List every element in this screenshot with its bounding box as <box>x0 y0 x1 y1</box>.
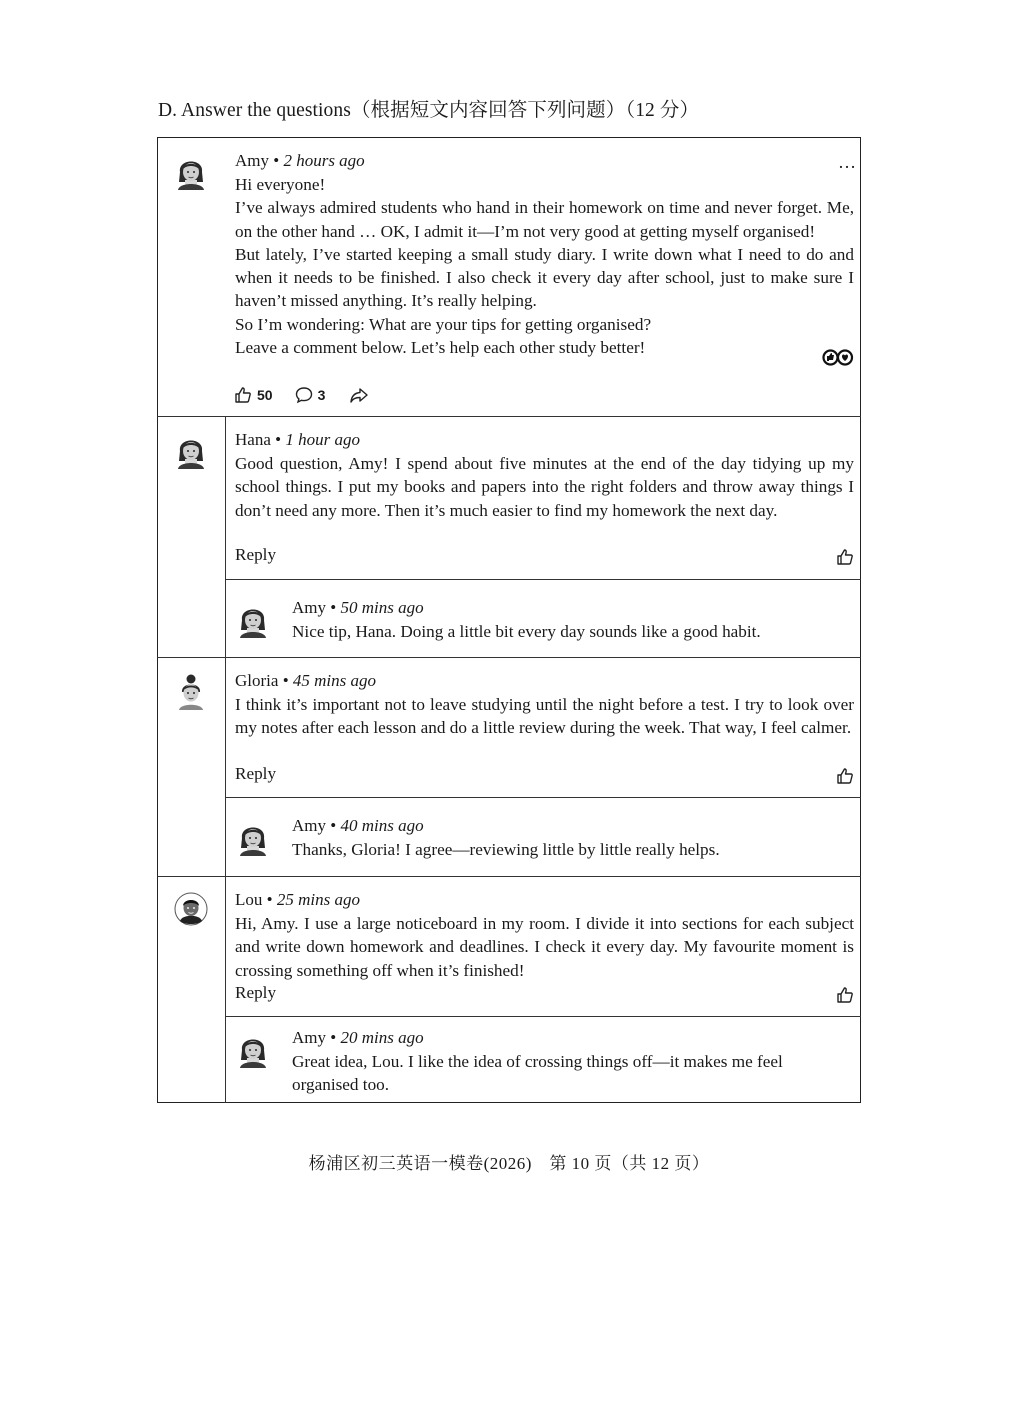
comment-divider <box>157 657 861 658</box>
meta-separator: • <box>270 430 286 449</box>
like-button[interactable] <box>234 386 273 404</box>
gloria-avatar[interactable] <box>174 672 208 710</box>
comment-text: Good question, Amy! I spend about five minutes at the end of the day tidying up my school things. I put my books and papers into the right folders and throw away things I don’t need any more. Then it’s much easier to find my homework the next day. <box>235 454 854 520</box>
post-stats <box>234 385 374 405</box>
thumbs-up-icon[interactable] <box>836 767 854 785</box>
comment-divider <box>157 876 861 877</box>
reply-time: 20 mins ago <box>340 1028 424 1047</box>
comment-text: I think it’s important not to leave studying until the night before a test. I try to look over my notes after each lesson and do a little review during the week. That way, I feel calmer. <box>235 695 854 738</box>
column-divider <box>225 416 226 657</box>
reply-text: Great idea, Lou. I like the idea of crossing things off—it makes me feel organised too. <box>292 1052 783 1095</box>
reply-divider <box>225 579 861 580</box>
hana-avatar[interactable] <box>174 431 208 469</box>
reply-author[interactable]: Amy <box>292 1028 326 1047</box>
comment-time: 1 hour ago <box>285 430 360 449</box>
amy-avatar[interactable] <box>236 600 270 638</box>
reply-meta <box>292 598 424 618</box>
reply-time: 50 mins ago <box>340 598 424 617</box>
post-meta <box>235 151 365 171</box>
comment-author[interactable]: Hana <box>235 430 271 449</box>
comment-time: 25 mins ago <box>276 890 360 909</box>
reply-divider <box>225 797 861 798</box>
post-paragraph: Leave a comment below. Let’s help each other study better! <box>235 338 646 358</box>
comment-bubble-icon <box>295 386 313 404</box>
comment-text: Hi, Amy. I use a large noticeboard in my room. I divide it into sections for each subject and write down homework and deadlines. I check it every day. My favourite moment is crossing something off when it’s finished! <box>235 914 854 980</box>
post-paragraph: But lately, I’ve started keeping a small study diary. I write down what I need to do and when it needs to be finished. I also check it every day after school, just to make sure I haven’t missed anything. It’s really helping. <box>235 244 854 311</box>
comment-author[interactable]: Lou <box>235 890 263 909</box>
column-divider <box>225 876 226 1103</box>
reply-text: Nice tip, Hana. Doing a little bit every day sounds like a good habit. <box>292 622 761 641</box>
reply-button[interactable]: Reply <box>235 764 277 783</box>
meta-separator: • <box>278 671 293 690</box>
thumbs-up-icon <box>234 386 252 404</box>
lou-avatar[interactable] <box>174 890 208 928</box>
share-button[interactable] <box>349 386 374 404</box>
meta-separator: • <box>326 598 341 617</box>
reply-meta <box>292 816 424 836</box>
post-paragraph: Hi everyone! <box>235 175 326 194</box>
section-heading: D. Answer the questions（根据短文内容回答下列问题）（12 分） <box>158 100 700 121</box>
comment-meta <box>235 430 360 450</box>
thumbs-up-icon[interactable] <box>836 548 854 566</box>
reply-author[interactable]: Amy <box>292 816 326 835</box>
reply-meta <box>292 1028 424 1048</box>
post-paragraph: So I’m wondering: What are your tips for getting organised? <box>235 314 652 334</box>
reply-button[interactable]: Reply <box>235 545 277 564</box>
post-paragraph: I’ve always admired students who hand in their homework on time and never forget. Me, on the other hand … OK, I admit it—I’m not very good at getting myself organised! <box>235 198 854 241</box>
meta-separator: • <box>269 151 284 170</box>
meta-separator: • <box>326 816 341 835</box>
reply-time: 40 mins ago <box>340 816 424 835</box>
meta-separator: • <box>262 890 277 909</box>
amy-avatar[interactable] <box>174 152 208 190</box>
post-author[interactable]: Amy <box>235 151 269 170</box>
post-body <box>235 173 854 359</box>
column-divider <box>225 657 226 876</box>
more-options-icon[interactable]: … <box>838 152 857 172</box>
share-icon <box>349 386 369 404</box>
reply-divider <box>225 1016 861 1017</box>
reactions-icon[interactable] <box>822 349 854 366</box>
comment-button[interactable] <box>295 386 326 404</box>
post-divider <box>157 416 861 417</box>
comment-count: 3 <box>317 387 326 403</box>
reply-button[interactable]: Reply <box>235 983 277 1002</box>
amy-avatar[interactable] <box>236 1030 270 1068</box>
comment-meta <box>235 671 376 691</box>
comment-author[interactable]: Gloria <box>235 671 279 690</box>
reply-author[interactable]: Amy <box>292 598 326 617</box>
page-footer: 杨浦区初三英语一模卷(2026) 第 10 页（共 12 页） <box>308 1154 710 1173</box>
like-count: 50 <box>257 387 273 403</box>
reply-text: Thanks, Gloria! I agree—reviewing little by little really helps. <box>292 840 720 859</box>
comment-meta <box>235 890 360 910</box>
thumbs-up-icon[interactable] <box>836 986 854 1004</box>
comment-time: 45 mins ago <box>292 671 377 690</box>
meta-separator: • <box>326 1028 341 1047</box>
amy-avatar[interactable] <box>236 818 270 856</box>
post-time: 2 hours ago <box>283 151 365 170</box>
